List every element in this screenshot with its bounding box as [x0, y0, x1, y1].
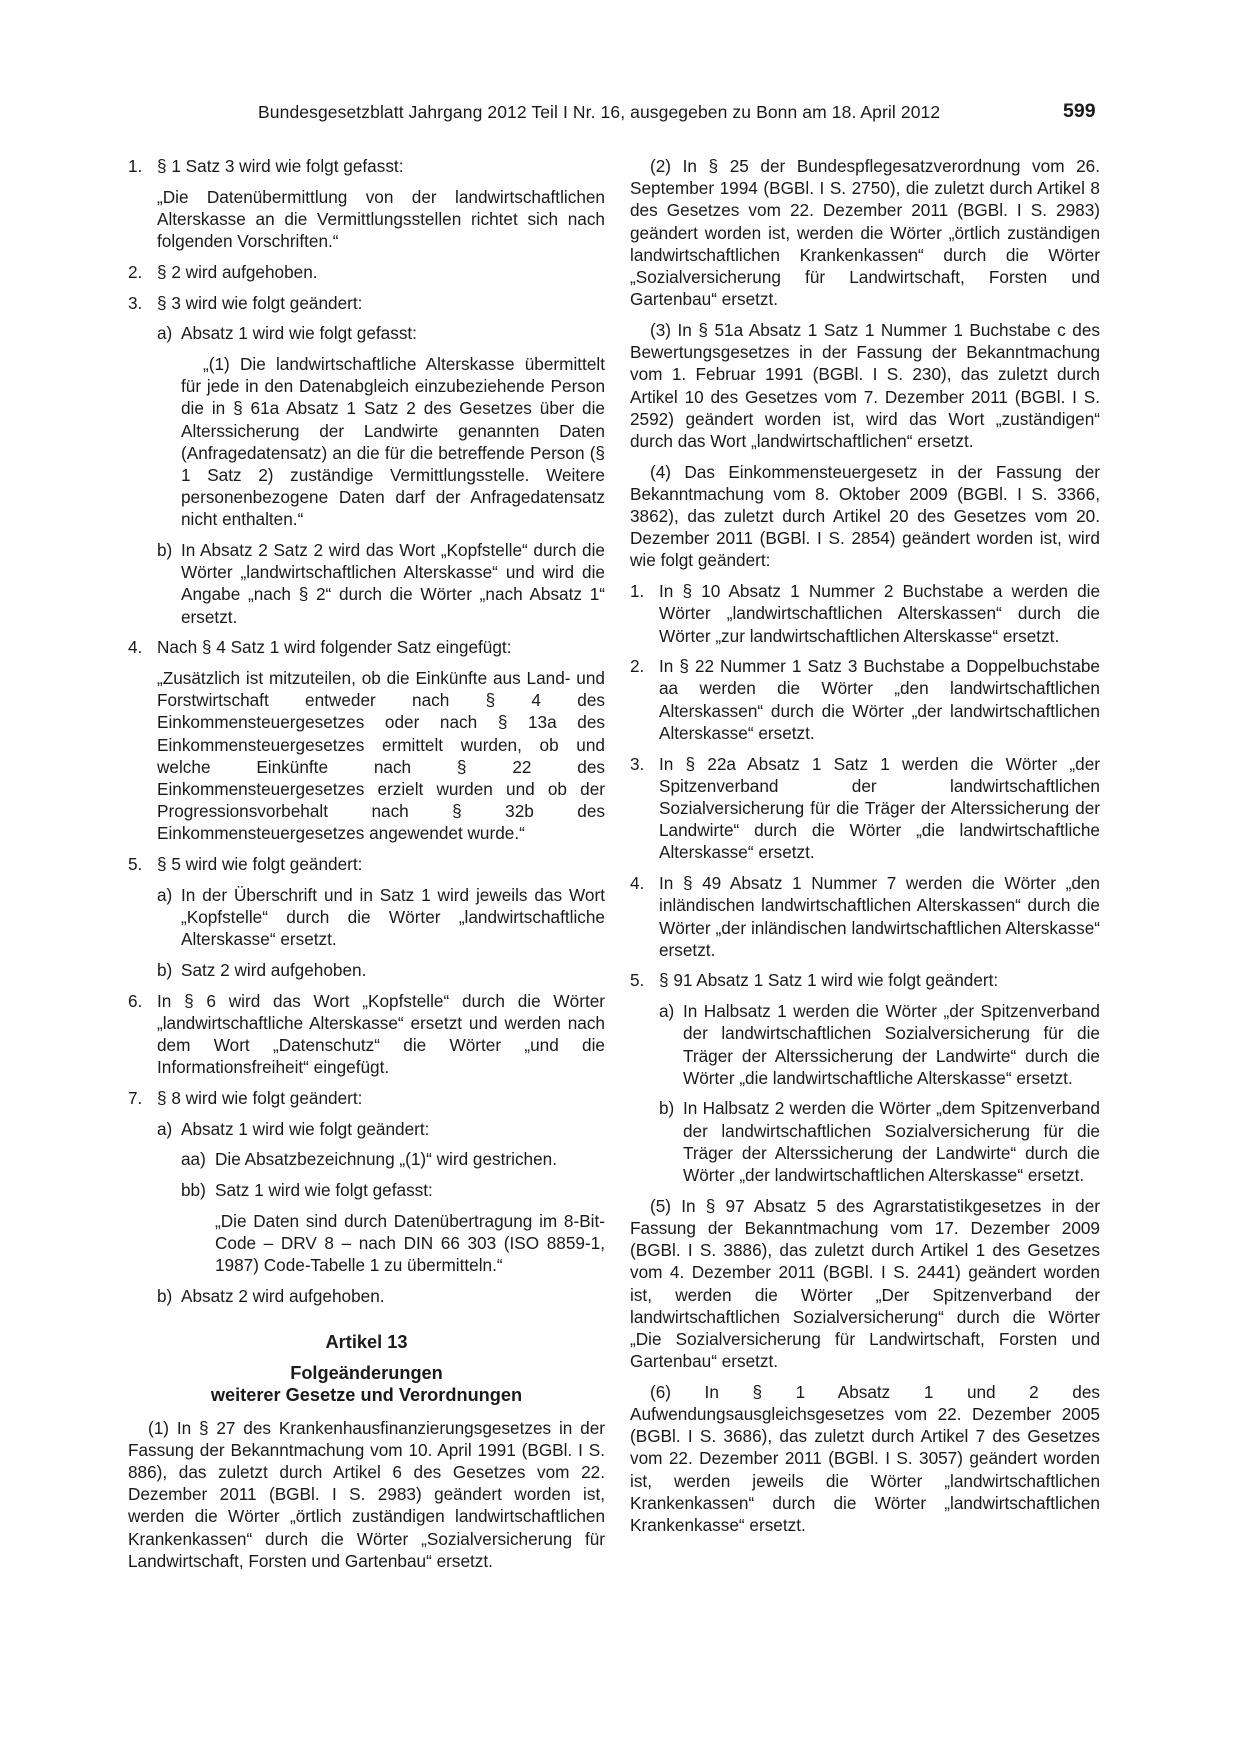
item-number: 2.: [630, 656, 645, 677]
sub-item-text: In Halbsatz 2 werden die Wörter „dem Spitzenverband der landwirtschaftlichen Sozialversicherung für die Träger der Alterssicherung der Landwirte“ durch die Wörter „der landwirtschaftlichen Alterskasse“ ersetzt.: [683, 1098, 1100, 1186]
item-number: 3.: [630, 753, 645, 774]
sub-item-text: In Halbsatz 1 werden die Wörter „der Spitzenverband der landwirtschaftlichen Sozialversicherung für die Träger der Alterssicherung der Landwirte“ durch die Wörter „die landwirtschaftliche Alterskasse“ ersetzt.: [683, 1001, 1100, 1088]
sub-item-label: b): [157, 960, 173, 980]
item-text: Nach § 4 Satz 1 wird folgender Satz eingefügt:: [157, 637, 512, 658]
list-item: [128, 1087, 605, 1109]
sub-item-label: a): [659, 1001, 675, 1022]
list-item: [128, 261, 605, 283]
list-item: [128, 853, 605, 875]
list-item: [630, 872, 1100, 961]
paragraph: (6) In § 1 Absatz 1 und 2 des Aufwendungsausgleichsgesetzes vom 22. Dezember 2005 (BGBl. I S. 3686), das zuletzt durch Artikel 7 des Gesetzes vom 22. Dezember 2011 (BGBl. I S. 3057) geändert worden ist, werden jeweils die Wörter „landwirtschaftlichen Krankenkassen“ durch die Wörter „landwirtschaftlichen Krankenkasse“ ersetzt.: [630, 1381, 1100, 1536]
item-text: In § 10 Absatz 1 Nummer 2 Buchstabe a werden die Wörter „landwirtschaftlichen Alterskassen“ durch die Wörter „zur landwirtschaftlichen Alterskasse“ ersetzt.: [659, 581, 1100, 646]
quoted-text: „Die Datenübermittlung von der landwirtschaftlichen Alterskasse an die Vermittlungsstellen richtet sich nach folgenden Vorschriften.“: [157, 186, 605, 252]
item-text: In § 22 Nummer 1 Satz 3 Buchstabe a Doppelbuchstabe aa werden die Wörter „den landwirtschaftlichen Alterskassen“ durch die Wörter „der landwirtschaftlichen Alterskasse“ ersetzt.: [659, 656, 1100, 743]
sub-item: [157, 1285, 605, 1307]
list-item: [630, 580, 1100, 647]
sub-item-text: Absatz 1 wird wie folgt geändert:: [181, 1118, 430, 1139]
item-text: § 91 Absatz 1 Satz 1 wird wie folgt geändert:: [659, 970, 999, 991]
page-number: 599: [1063, 100, 1096, 122]
subsub-item-text: Satz 1 wird wie folgt gefasst:: [215, 1180, 433, 1201]
list-item: [630, 969, 1100, 991]
item-number: 5.: [630, 970, 645, 991]
sub-item-label: a): [157, 323, 173, 344]
left-column: [128, 155, 605, 1581]
sub-item: [659, 1097, 1100, 1186]
subsub-list: [157, 1148, 605, 1276]
item-text: § 5 wird wie folgt geändert:: [157, 854, 363, 875]
item-text: § 1 Satz 3 wird wie folgt gefasst:: [157, 156, 404, 176]
item-text: § 2 wird aufgehoben.: [157, 261, 318, 282]
quoted-text: „(1) Die landwirtschaftliche Alterskasse übermittelt für jede in den Datenabgleich einzubeziehende Person die in § 61a Absatz 1 Satz 2 des Gesetzes über die Alterssicherung der Landwirte genannten Daten (Anfragedatensatz) an die für die betreffende Person (§ 1 Satz 2) zuständige Vermittlungsstelle. Weitere personenbezogene Daten darf der Anfragedatensatz nicht enthalten.“: [181, 353, 605, 530]
sub-item: [157, 322, 605, 344]
item-text: § 3 wird wie folgt geändert:: [157, 292, 363, 313]
paragraph: (2) In § 25 der Bundespflegesatzverordnung vom 26. September 1994 (BGBl. I S. 2750), die zuletzt durch Artikel 8 des Gesetzes vom 22. Dezember 2011 (BGBl. I S. 2983) geändert worden ist, werden die Wörter „örtlich zuständigen landwirtschaftlichen Krankenkassen“ durch die Wörter „Sozialversicherung für Landwirtschaft, Forsten und Gartenbau“ ersetzt.: [630, 156, 1100, 310]
sub-item: [157, 959, 605, 981]
article-title: [128, 1362, 605, 1407]
running-header: [0, 100, 1241, 130]
paragraph: (4) Das Einkommensteuergesetz in der Fassung der Bekanntmachung vom 8. Oktober 2009 (BGBl. I S. 3366, 3862), das zuletzt durch Artikel 20 des Gesetzes vom 20. Dezember 2011 (BGBl. I S. 2854) geändert worden ist, wird wie folgt geändert:: [630, 461, 1100, 571]
sub-list: [128, 322, 605, 628]
subsub-item: [181, 1148, 605, 1170]
paragraph: (1) In § 27 des Krankenhausfinanzierungsgesetzes in der Fassung der Bekanntmachung vom 10. April 1991 (BGBl. I S. 886), das zuletzt durch Artikel 6 des Gesetzes vom 22. Dezember 2011 (BGBl. I S. 2983) geändert worden ist, werden die Wörter „örtlich zuständigen landwirtschaftlichen Krankenkassen“ durch die Wörter „Sozialversicherung für Landwirtschaft, Forsten und Gartenbau“ ersetzt.: [128, 1417, 605, 1571]
sub-item: [659, 1000, 1100, 1089]
item-number: 4.: [128, 637, 143, 658]
item-text: § 8 wird wie folgt geändert:: [157, 1088, 363, 1109]
list-item: [128, 990, 605, 1079]
item-number: 6.: [128, 990, 143, 1011]
item-text: In § 49 Absatz 1 Nummer 7 werden die Wörter „den inländischen landwirtschaftlichen Alterskassen“ durch die Wörter „der inländischen landwirtschaftlichen Alterskasse“ ersetzt.: [659, 873, 1100, 960]
right-column: [630, 155, 1100, 1545]
item-number: 3.: [128, 292, 143, 313]
sub-item-label: a): [157, 1118, 173, 1139]
sub-item-label: a): [157, 884, 173, 905]
sub-item-label: b): [659, 1098, 675, 1119]
sub-list: [128, 1118, 605, 1307]
sub-item-text: Satz 2 wird aufgehoben.: [181, 960, 367, 980]
sub-list: [630, 1000, 1100, 1186]
sub-list: [128, 884, 605, 981]
item-number: 1.: [630, 581, 645, 602]
subsub-item-label: aa): [181, 1149, 206, 1170]
item-number: 4.: [630, 873, 645, 894]
running-title: Bundesgesetzblatt Jahrgang 2012 Teil I Nr. 16, ausgegeben zu Bonn am 18. April 2012: [258, 102, 941, 122]
item-number: 2.: [128, 261, 143, 282]
article-number: Artikel 13: [325, 1332, 408, 1353]
sub-item: [157, 1118, 605, 1140]
sub-item-text: Absatz 2 wird aufgehoben.: [181, 1285, 385, 1306]
sub-item-text: Absatz 1 wird wie folgt gefasst:: [181, 323, 417, 344]
item-number: 1.: [128, 156, 143, 176]
subsub-item-label: bb): [181, 1180, 206, 1201]
item-text: In § 6 wird das Wort „Kopfstelle“ durch die Wörter „landwirtschaftliche Alterskasse“ ersetzt und werden nach dem Wort „Datenschutz“ die Wörter „und die Informationsfreiheit“ eingefügt.: [157, 990, 605, 1078]
paragraph: (3) In § 51a Absatz 1 Satz 1 Nummer 1 Buchstabe c des Bewertungsgesetzes in der Fassung der Bekanntmachung vom 1. Februar 1991 (BGBl. I S. 230), das zuletzt durch Artikel 10 des Gesetzes vom 7. Dezember 2011 (BGBl. I S. 2592) geändert worden ist, wird das Wort „zuständigen“ durch das Wort „landwirtschaftlichen“ ersetzt.: [630, 319, 1100, 451]
item-number: 7.: [128, 1088, 143, 1109]
sub-item-label: b): [157, 1285, 173, 1306]
list-item: [128, 636, 605, 658]
paragraph: (5) In § 97 Absatz 5 des Agrarstatistikgesetzes in der Fassung der Bekanntmachung vom 17. Dezember 2009 (BGBl. I S. 3886), das zuletzt durch Artikel 1 des Gesetzes vom 4. Dezember 2011 (BGBl. I S. 2441) geändert worden ist, werden die Wörter „Der Spitzenverband der landwirtschaftlichen Sozialversicherung“ durch die Wörter „Die Sozialversicherung für Landwirtschaft, Forsten und Gartenbau“ ersetzt.: [630, 1195, 1100, 1372]
subsub-item-text: Die Absatzbezeichnung „(1)“ wird gestrichen.: [215, 1149, 558, 1170]
article-title-line: weiterer Gesetze und Verordnungen: [210, 1385, 523, 1406]
list-item: [128, 292, 605, 314]
article-title-line: Folgeänderungen: [290, 1362, 443, 1383]
list-item: [630, 655, 1100, 744]
item-number: 5.: [128, 854, 143, 875]
item-text: In § 22a Absatz 1 Satz 1 werden die Wörter „der Spitzenverband der landwirtschaftlichen Sozialversicherung für die Träger der Alterssicherung der Landwirte“ durch die Wörter „die landwirtschaftliche Alterskasse“ ersetzt.: [659, 753, 1100, 863]
list-item: [630, 753, 1100, 864]
quoted-text: „Zusätzlich ist mitzuteilen, ob die Einkünfte aus Land- und Forstwirtschaft entweder nach § 4 des Einkommensteuergesetzes oder nach § 13a des Einkommensteuergesetzes ermittelt wurden, ob und welche Einkünfte nach § 22 des Einkommensteuergesetzes erzielt wurden und ob der Progressionsvorbehalt nach § 32b des Einkommensteuergesetzes angewendet wurde.“: [157, 668, 605, 844]
subsub-item: [181, 1179, 605, 1201]
sub-item: [157, 539, 605, 628]
list-item: [128, 155, 605, 177]
quoted-text: „Die Daten sind durch Datenübertragung im 8-Bit-Code – DRV 8 – nach DIN 66 303 (ISO 8859-1, 1987) Code-Tabelle 1 zu übermitteln.“: [215, 1210, 605, 1276]
sub-item: [157, 884, 605, 951]
sub-item-label: b): [157, 540, 173, 561]
sub-item-text: In der Überschrift und in Satz 1 wird jeweils das Wort „Kopfstelle“ durch die Wörter „landwirtschaftliche Alterskasse“ ersetzt.: [181, 884, 605, 950]
sub-item-text: In Absatz 2 Satz 2 wird das Wort „Kopfstelle“ durch die Wörter „landwirtschaftlichen Alterskasse“ und wird die Angabe „nach § 2“ durch die Wörter „nach Absatz 1“ ersetzt.: [181, 540, 605, 627]
